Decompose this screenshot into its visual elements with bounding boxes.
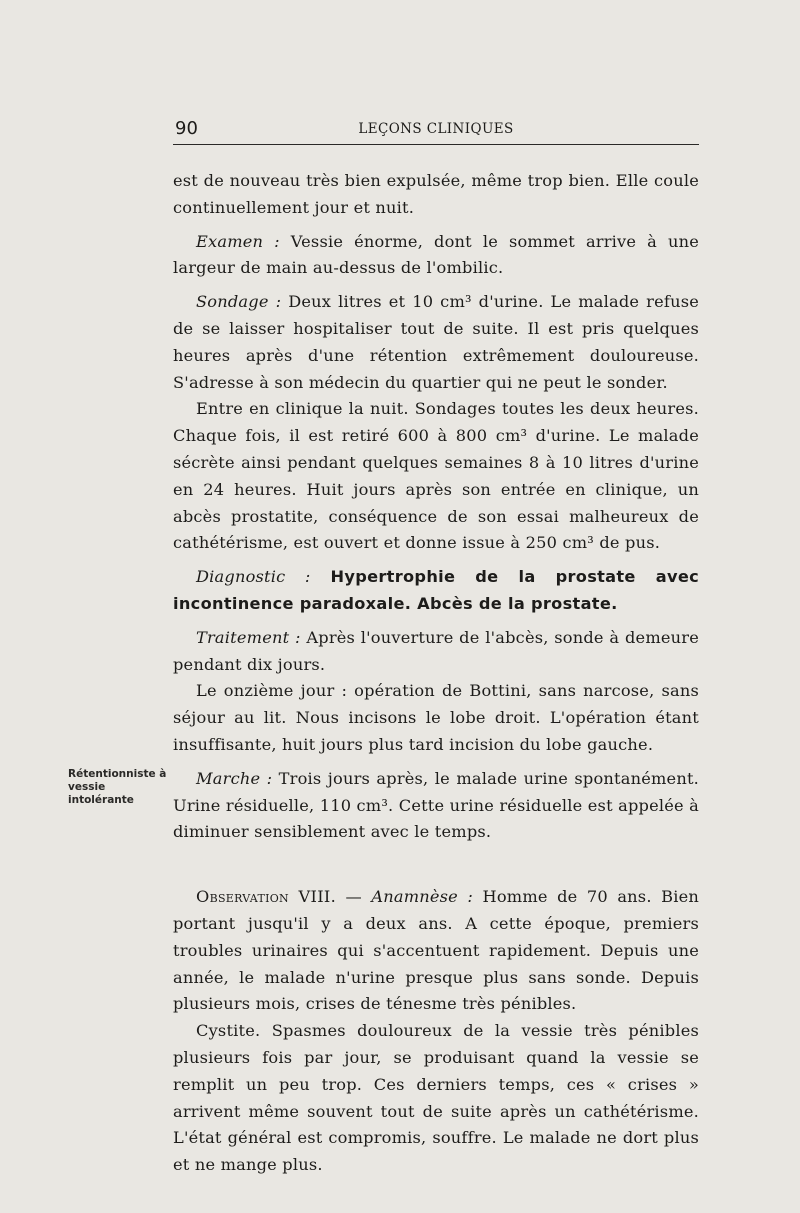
label-examen: Examen : [196,231,280,251]
margin-note [68,768,168,807]
paragraph-sondage [173,289,699,396]
page-number: 90 [175,118,198,139]
text-traitement: Après l'ouverture de l'abcès, sonde à demeure pendant dix jours. [173,627,699,674]
text-anamnese: Homme de 70 ans. Bien portant jusqu'il y a deux ans. A cette époque, premiers troubles urinaires qui s'accentuent rapidement. Depuis une année, le malade n'urine presque plus sans sonde. Depuis plusieurs mois, crises de ténesme très pénibles. [173,887,699,1014]
text-marche: Trois jours après, le malade urine spontanément. Urine résiduelle, 110 cm³. Cette urine résiduelle est appelée à diminuer sensiblement avec le temps. [173,768,700,842]
paragraph-diagnostic [173,564,699,618]
text-diagnostic: Hypertrophie de la prostate avec incontinence paradoxale. Abcès de la prostate. [173,567,699,613]
label-diagnostic: Diagnostic : [196,567,311,587]
margin-note-line-1: Rétentionniste à [68,768,167,780]
running-title: LEÇONS CLINIQUES [358,121,514,137]
observation-dash: — [336,887,372,907]
label-marche: Marche : [196,768,273,788]
observation-heading: Observation VIII. [196,887,337,907]
paragraph-examen [173,229,699,283]
body-text [173,168,699,1186]
text-examen: Vessie énorme, dont le sommet arrive à une largeur de main au-dessus de l'ombilic. [173,231,699,278]
text-sondage: Deux litres et 10 cm³ d'urine. Le malade refuse de se laisser hospitaliser tout de suite. Il est pris quelques heures après d'une rétention extrêmement douloureuse. S'adresse à son médecin du quartier qui ne peut le sonder. [173,292,699,392]
paragraph-clinique: Entre en clinique la nuit. Sondages toutes les deux heures. Chaque fois, il est retiré 600 à 800 cm³ d'urine. Le malade sécrète ainsi pendant quelques semaines 8 à 10 litres d'urine en 24 heures. Huit jours après son entrée en clinique, un abcès prostatite, conséquence de son essai malheureux de cathétérisme, est ouvert et donne issue à 250 cm³ de pus. [173,399,699,553]
paragraph-cystite: Cystite. Spasmes douloureux de la vessie très pénibles plusieurs fois par jour, se produisant quand la vessie se remplit un peu trop. Ces derniers temps, ces « crises » arrivent même souvent tout de suite après un cathétérisme. L'état général est compromis, souffre. Le malade ne dort plus et ne mange plus. [173,1021,699,1175]
paragraph-operation: Le onzième jour : opération de Bottini, sans narcose, sans séjour au lit. Nous incisons le lobe droit. L'opération étant insuffisante, huit jours plus tard incision du lobe gauche. [173,681,699,754]
margin-note-line-2: vessie intolérante [68,781,134,806]
label-anamnese: Anamnèse : [371,887,474,907]
paragraph-marche [173,766,699,846]
label-sondage: Sondage : [196,292,282,312]
label-traitement: Traitement : [196,627,301,647]
paragraph-observation [173,884,699,1018]
paragraph-continuation: est de nouveau très bien expulsée, même trop bien. Elle coule continuellement jour et nuit. [173,171,699,217]
paragraph-traitement [173,625,699,679]
running-header [173,118,699,145]
